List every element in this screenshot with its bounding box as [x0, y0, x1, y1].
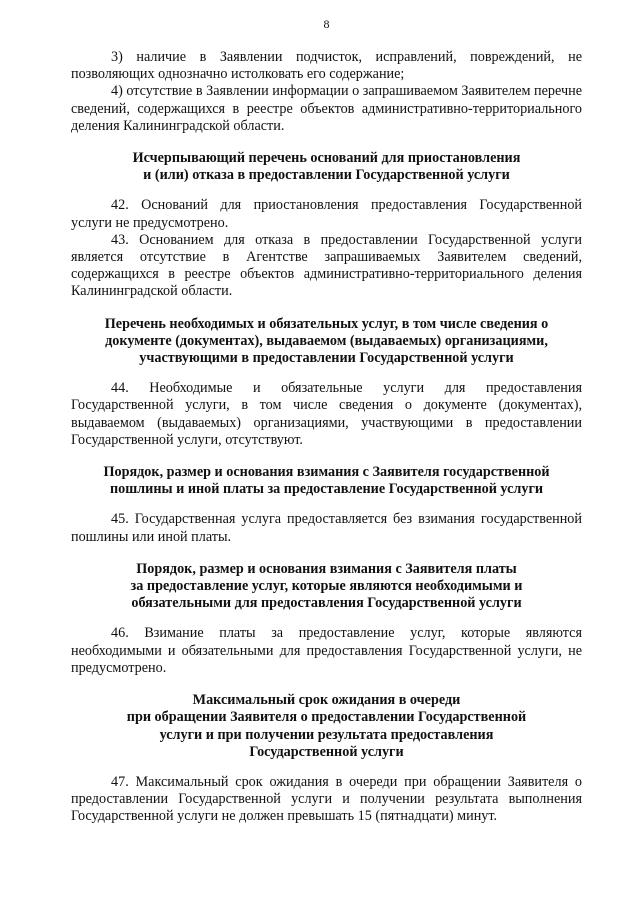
section-heading-required-services — [71, 316, 582, 368]
paragraph-item-4: 4) отсутствие в Заявлении информации о запрашиваемом Заявителем перечне сведений, содержащихся в реестре объектов административно-территориального деления Калининградской области. — [71, 83, 582, 134]
paragraph-44: 44. Необходимые и обязательные услуги для предоставления Государственной услуги, в том числе сведения о документе (документах), выдаваемом (выдаваемых) организациями, участвующими в предоставлении Государственной услуги, отсутствуют. — [71, 380, 582, 448]
paragraph-46: 46. Взимание платы за предоставление услуг, которые являются необходимыми и обязательными для предоставления Государственной услуги, не предусмотрено. — [71, 625, 582, 676]
heading-line: Максимальный срок ожидания в очереди — [192, 692, 461, 709]
heading-line: Перечень необходимых и обязательных услуг, в том числе сведения о — [104, 315, 549, 332]
paragraph-item-3: 3) наличие в Заявлении подчисток, исправлений, повреждений, не позволяющих однозначно истолковать его содержание; — [71, 49, 582, 83]
heading-line: Порядок, размер и основания взимания с Заявителя платы — [136, 560, 517, 577]
section-heading-queue-time — [71, 692, 582, 761]
paragraph-42: 42. Оснований для приостановления предоставления Государственной услуги не предусмотрено. — [71, 197, 582, 231]
heading-line: пошлины и иной платы за предоставление Государственной услуги — [109, 481, 544, 498]
heading-line: услуги и при получении результата предоставления — [159, 726, 494, 743]
paragraph-43: 43. Основанием для отказа в предоставлении Государственной услуги является отсутствие в Агентстве запрашиваемых Заявителем сведений, содержащихся в реестре объектов административно-территориального деления Калининградской области. — [71, 231, 582, 300]
section-heading-suspension-refusal — [71, 150, 582, 184]
heading-line: документе (документах), выдаваемом (выдаваемых) организациями, — [105, 332, 548, 349]
page-number: 8 — [323, 17, 330, 31]
heading-line: при обращении Заявителя о предоставлении Государственной — [126, 709, 527, 726]
heading-line: Исчерпывающий перечень оснований для приостановления — [132, 150, 521, 167]
heading-line: и (или) отказа в предоставлении Государственной услуги — [143, 167, 510, 184]
heading-line: за предоставление услуг, которые являются необходимыми и — [130, 578, 523, 595]
heading-line: Государственной услуги — [249, 743, 404, 760]
section-heading-state-duty — [71, 464, 582, 498]
paragraph-47: 47. Максимальный срок ожидания в очереди при обращении Заявителя о предоставлении Государственной услуги и получении результата выполнения Государственной услуги не должен превышать 15 (пятнадцати) минут. — [71, 773, 582, 825]
paragraph-45: 45. Государственная услуга предоставляется без взимания государственной пошлины или иной платы. — [71, 511, 582, 545]
heading-line: Порядок, размер и основания взимания с Заявителя государственной — [103, 464, 550, 481]
heading-line: обязательными для предоставления Государственной услуги — [131, 595, 522, 612]
section-heading-fee-for-services — [71, 561, 582, 613]
heading-line: участвующими в предоставлении Государственной услуги — [139, 350, 514, 367]
